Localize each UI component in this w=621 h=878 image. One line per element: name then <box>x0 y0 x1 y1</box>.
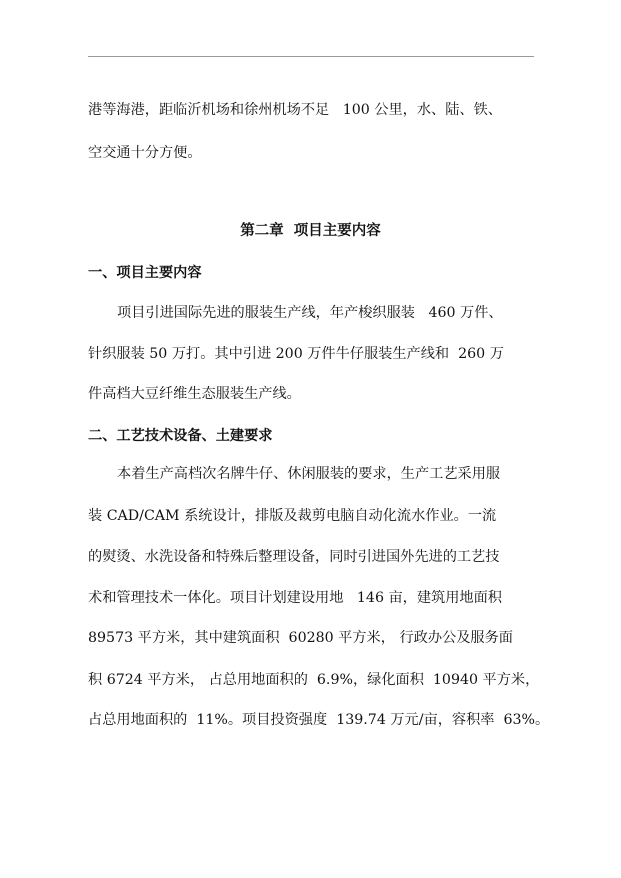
section2-line-1: 本着生产高档次名牌牛仔、休闲服装的要求，生产工艺采用服 <box>117 466 501 482</box>
intro-line-1: 港等海港，距临沂机场和徐州机场不足 100 公里，水、陆、铁、 <box>88 102 502 118</box>
header-rule <box>88 56 534 57</box>
section1-line-2: 针织服装 50 万打。其中引进 200 万件牛仔服装生产线和 260 万 <box>88 346 504 362</box>
intro-line-2: 空交通十分方便。 <box>88 145 202 161</box>
section2-line-5: 89573 平方米，其中建筑面积 60280 平方米， 行政办公及服务面 <box>88 630 513 646</box>
section1-line-3: 件高档大豆纤维生态服装生产线。 <box>88 386 301 402</box>
section-heading-2: 二、工艺技术设备、土建要求 <box>88 428 273 444</box>
section2-line-3: 的熨烫、水洗设备和特殊后整理设备，同时引进国外先进的工艺技 <box>88 549 500 565</box>
section-heading-1: 一、项目主要内容 <box>88 265 202 281</box>
section1-line-1: 项目引进国际先进的服装生产线，年产梭织服装 460 万件、 <box>117 305 503 321</box>
section2-line-4: 术和管理技术一体化。项目计划建设用地 146 亩，建筑用地面积 <box>88 590 502 606</box>
chapter-title: 第二章 项目主要内容 <box>240 222 381 239</box>
section2-line-6: 积 6724 平方米， 占总用地面积的 6.9%，绿化面积 10940 平方米， <box>88 672 540 688</box>
section2-line-7: 占总用地面积的 11%。项目投资强度 139.74 万元/亩，容积率 63%。 <box>88 712 550 728</box>
section2-line-2: 装 CAD/CAM 系统设计，排版及裁剪电脑自动化流水作业。一流 <box>88 508 497 524</box>
